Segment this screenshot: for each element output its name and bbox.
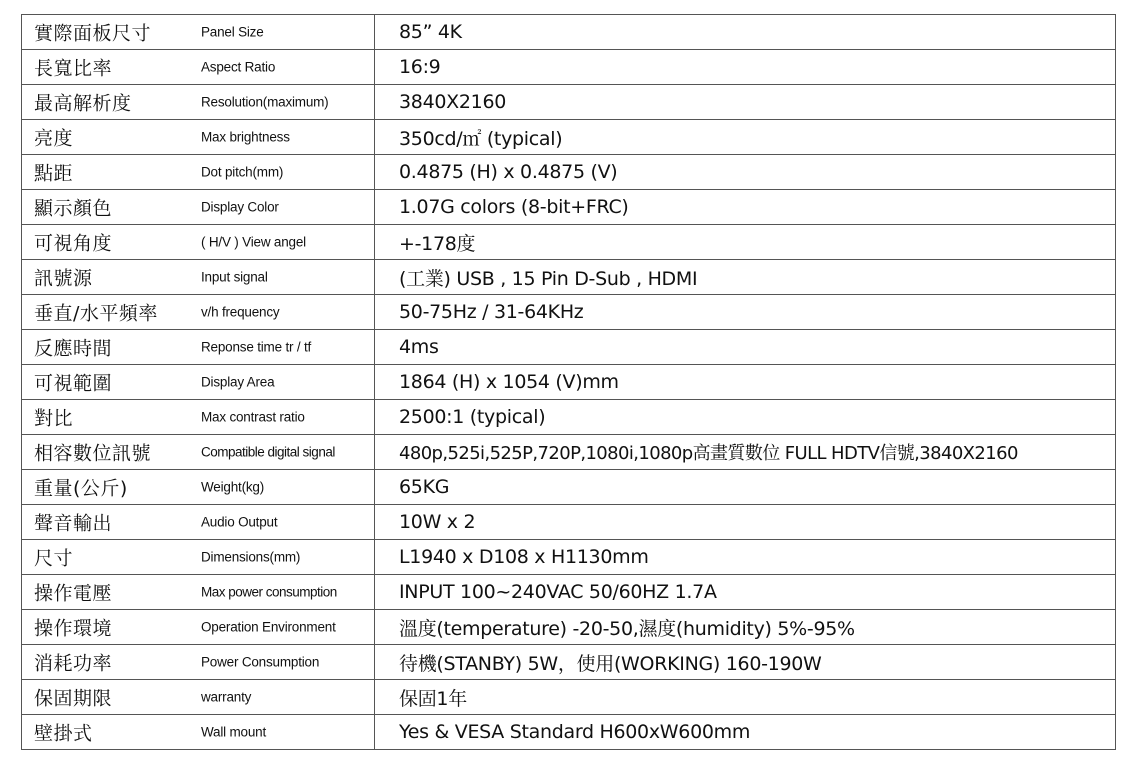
- spec-label-zh: 實際面板尺寸: [34, 22, 152, 45]
- spec-label-en: Max power consumption: [201, 584, 337, 600]
- spec-label-en: Input signal: [201, 269, 268, 285]
- spec-label-zh: 可視角度: [34, 232, 113, 255]
- spec-label-cell: [22, 680, 375, 715]
- spec-label-cell: [22, 190, 375, 225]
- spec-value: 65KG: [375, 470, 1116, 505]
- spec-label-zh: 反應時間: [34, 337, 113, 360]
- spec-row-audio-output: [22, 505, 1116, 540]
- spec-row-aspect-ratio: [22, 50, 1116, 85]
- spec-label-zh: 相容數位訊號: [34, 442, 152, 465]
- spec-label-zh: 訊號源: [34, 267, 93, 290]
- spec-label-cell: [22, 295, 375, 330]
- spec-row-dot-pitch: [22, 155, 1116, 190]
- spec-label-en: Dimensions(mm): [201, 549, 301, 565]
- spec-label-cell: [22, 330, 375, 365]
- spec-value: +-178度: [375, 225, 1116, 260]
- spec-value: (工業) USB , 15 Pin D-Sub , HDMI: [375, 260, 1116, 295]
- spec-label-cell: [22, 505, 375, 540]
- spec-value: 85” 4K: [375, 15, 1116, 50]
- spec-label-zh: 點距: [34, 162, 74, 185]
- spec-label-cell: [22, 400, 375, 435]
- spec-label-cell: [22, 575, 375, 610]
- spec-label-en: ( H/V ) View angel: [201, 234, 306, 250]
- spec-row-input-signal: [22, 260, 1116, 295]
- spec-table: [21, 14, 1116, 750]
- spec-label-cell: [22, 120, 375, 155]
- spec-value: 50-75Hz / 31-64KHz: [375, 295, 1116, 330]
- spec-row-brightness: [22, 120, 1116, 155]
- spec-label-cell: [22, 365, 375, 400]
- spec-label-cell: [22, 715, 375, 750]
- spec-label-zh: 重量(公斤): [34, 477, 128, 500]
- spec-value: L1940 x D108 x H1130mm: [375, 540, 1116, 575]
- spec-label-cell: [22, 540, 375, 575]
- spec-label-zh: 對比: [34, 407, 74, 430]
- spec-row-response-time: [22, 330, 1116, 365]
- spec-label-cell: [22, 50, 375, 85]
- spec-label-cell: [22, 645, 375, 680]
- spec-label-en: Weight(kg): [201, 479, 265, 495]
- spec-label-cell: [22, 610, 375, 645]
- spec-label-en: Display Area: [201, 374, 275, 390]
- spec-label-en: Wall mount: [201, 724, 267, 740]
- spec-label-zh: 亮度: [34, 127, 74, 150]
- spec-label-zh: 顯示顏色: [34, 197, 113, 220]
- spec-row-warranty: [22, 680, 1116, 715]
- spec-label-en: Audio Output: [201, 514, 278, 530]
- spec-value: 350cd/㎡ (typical): [375, 120, 1116, 155]
- spec-label-cell: [22, 155, 375, 190]
- spec-row-display-area: [22, 365, 1116, 400]
- spec-value: 溫度(temperature) -20-50,濕度(humidity) 5%-95%: [375, 610, 1116, 645]
- spec-value: Yes & VESA Standard H600xW600mm: [375, 715, 1116, 750]
- spec-label-zh: 保固期限: [34, 687, 113, 710]
- spec-row-compatible-signal: [22, 435, 1116, 470]
- spec-label-en: v/h frequency: [201, 304, 280, 320]
- spec-row-power-consumption: [22, 645, 1116, 680]
- spec-label-cell: [22, 435, 375, 470]
- spec-label-zh: 操作電壓: [34, 582, 113, 605]
- spec-label-zh: 尺寸: [34, 547, 74, 570]
- spec-row-contrast: [22, 400, 1116, 435]
- spec-value: 480p,525i,525P,720P,1080i,1080p高畫質數位 FULL HDTV信號,3840X2160: [375, 435, 1116, 470]
- spec-label-zh: 操作環境: [34, 617, 113, 640]
- spec-row-dimensions: [22, 540, 1116, 575]
- spec-label-cell: [22, 225, 375, 260]
- spec-label-cell: [22, 15, 375, 50]
- spec-label-en: Display Color: [201, 199, 279, 215]
- spec-label-en: Panel Size: [201, 24, 264, 40]
- spec-label-en: Resolution(maximum): [201, 94, 329, 110]
- spec-label-en: Max brightness: [201, 129, 290, 145]
- spec-label-zh: 垂直/水平頻率: [34, 302, 158, 325]
- spec-value: 10W x 2: [375, 505, 1116, 540]
- spec-value: 4ms: [375, 330, 1116, 365]
- spec-value: 保固1年: [375, 680, 1116, 715]
- spec-label-en: Operation Environment: [201, 619, 336, 635]
- spec-label-en: warranty: [201, 689, 252, 705]
- spec-value: 2500:1 (typical): [375, 400, 1116, 435]
- spec-value: 3840X2160: [375, 85, 1116, 120]
- spec-label-cell: [22, 470, 375, 505]
- spec-row-frequency: [22, 295, 1116, 330]
- spec-row-wall-mount: [22, 715, 1116, 750]
- spec-value: 0.4875 (H) x 0.4875 (V): [375, 155, 1116, 190]
- spec-label-en: Reponse time tr / tf: [201, 339, 312, 355]
- spec-label-zh: 聲音輸出: [34, 512, 113, 535]
- spec-label-en: Aspect Ratio: [201, 59, 276, 75]
- spec-value: 1.07G colors (8-bit+FRC): [375, 190, 1116, 225]
- spec-row-weight: [22, 470, 1116, 505]
- spec-label-en: Power Consumption: [201, 654, 320, 670]
- spec-label-zh: 壁掛式: [34, 722, 93, 745]
- spec-row-resolution: [22, 85, 1116, 120]
- spec-label-zh: 消耗功率: [34, 652, 113, 675]
- spec-label-cell: [22, 260, 375, 295]
- spec-row-panel-size: [22, 15, 1116, 50]
- spec-value: 待機(STANBY) 5W，使用(WORKING) 160-190W: [375, 645, 1116, 680]
- spec-row-environment: [22, 610, 1116, 645]
- spec-value: INPUT 100~240VAC 50/60HZ 1.7A: [375, 575, 1116, 610]
- spec-label-zh: 最高解析度: [34, 92, 132, 115]
- spec-label-cell: [22, 85, 375, 120]
- spec-value: 1864 (H) x 1054 (V)mm: [375, 365, 1116, 400]
- spec-value: 16:9: [375, 50, 1116, 85]
- spec-label-zh: 可視範圍: [34, 372, 113, 395]
- spec-row-view-angle: [22, 225, 1116, 260]
- spec-row-display-color: [22, 190, 1116, 225]
- spec-row-power-voltage: [22, 575, 1116, 610]
- spec-label-en: Dot pitch(mm): [201, 164, 284, 180]
- spec-label-en: Compatible digital signal: [201, 444, 335, 460]
- spec-label-en: Max contrast ratio: [201, 409, 305, 425]
- spec-label-zh: 長寬比率: [34, 57, 113, 80]
